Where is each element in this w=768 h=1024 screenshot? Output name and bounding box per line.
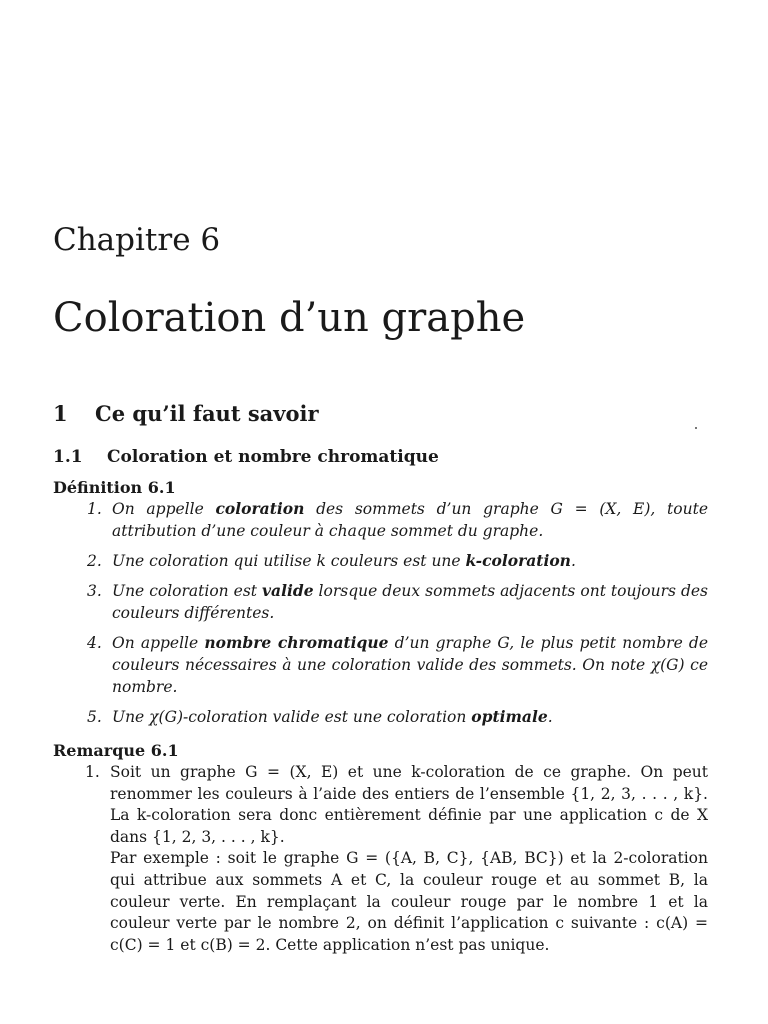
item-text-post: des sommets d’un graphe G = (X, E), toute attribution d’une couleur à chaque sommet du graphe.	[112, 500, 708, 540]
remark-item	[85, 762, 708, 956]
chapter-label: Chapitre 6	[53, 222, 221, 258]
item-text-pre: On appelle	[112, 634, 205, 652]
item-marker: 5.	[87, 708, 102, 726]
item-text-pre: Une coloration est	[112, 582, 263, 600]
definition-item	[87, 550, 708, 572]
remark-heading: Remarque 6.1	[53, 741, 179, 760]
item-marker: 1.	[87, 500, 102, 518]
definition-item	[87, 580, 708, 624]
item-text-post: lorsque deux sommets adjacents ont toujours des couleurs différentes.	[112, 582, 708, 622]
definition-heading: Définition 6.1	[53, 478, 176, 497]
item-marker: 4.	[87, 634, 102, 652]
item-text-pre: Une coloration qui utilise k couleurs est une	[112, 552, 466, 570]
section-title: Ce qu’il faut savoir	[95, 401, 319, 426]
remark-paragraph: Soit un graphe G = (X, E) et une k-coloration de ce graphe. On peut renommer les couleurs à l’aide des entiers de l’ensemble {1, 2, 3, . . . , k}. La k-coloration sera donc entièrement définie par une application c de X dans {1, 2, 3, . . . , k}.	[110, 763, 708, 846]
item-text-post: .	[547, 708, 553, 726]
remark-list	[85, 762, 708, 956]
subsection-heading	[53, 445, 439, 469]
definition-item	[87, 498, 708, 542]
remark-example-paragraph: Par exemple : soit le graphe G = ({A, B, C}, {AB, BC}) et la 2-coloration qui attribue aux sommets A et C, la couleur rouge et au sommet B, la couleur verte. En remplaçant la couleur rouge par le nombre 1 et la couleur verte par le nombre 2, on définit l’application c suivante : c(A) = c(C) = 1 et c(B) = 2. Cette application n’est pas unique.	[110, 849, 708, 954]
item-marker: 3.	[87, 582, 102, 600]
item-marker: 2.	[87, 552, 102, 570]
item-marker: 1.	[85, 763, 100, 781]
item-text-post: d’un graphe G, le plus petit nombre de couleurs nécessaires à une coloration valide des sommets. On note χ(G) ce nombre.	[112, 634, 708, 696]
item-term: nombre chromatique	[204, 633, 389, 652]
section-heading	[53, 400, 319, 428]
subsection-number: 1.1	[53, 447, 83, 467]
item-text-post: .	[570, 552, 576, 570]
definition-item	[87, 706, 708, 728]
chapter-title: Coloration d’un graphe	[53, 295, 526, 341]
stray-dot	[695, 427, 697, 429]
item-text-pre: On appelle	[112, 500, 216, 518]
item-text-pre: Une χ(G)-coloration valide est une coloration	[112, 708, 472, 726]
definition-item	[87, 632, 708, 698]
subsection-title: Coloration et nombre chromatique	[107, 447, 439, 467]
section-number: 1	[53, 401, 68, 426]
item-term: k-coloration	[465, 551, 571, 570]
item-term: coloration	[215, 499, 305, 518]
item-term: valide	[262, 581, 314, 600]
item-term: optimale	[471, 707, 548, 726]
definition-list	[87, 498, 708, 736]
